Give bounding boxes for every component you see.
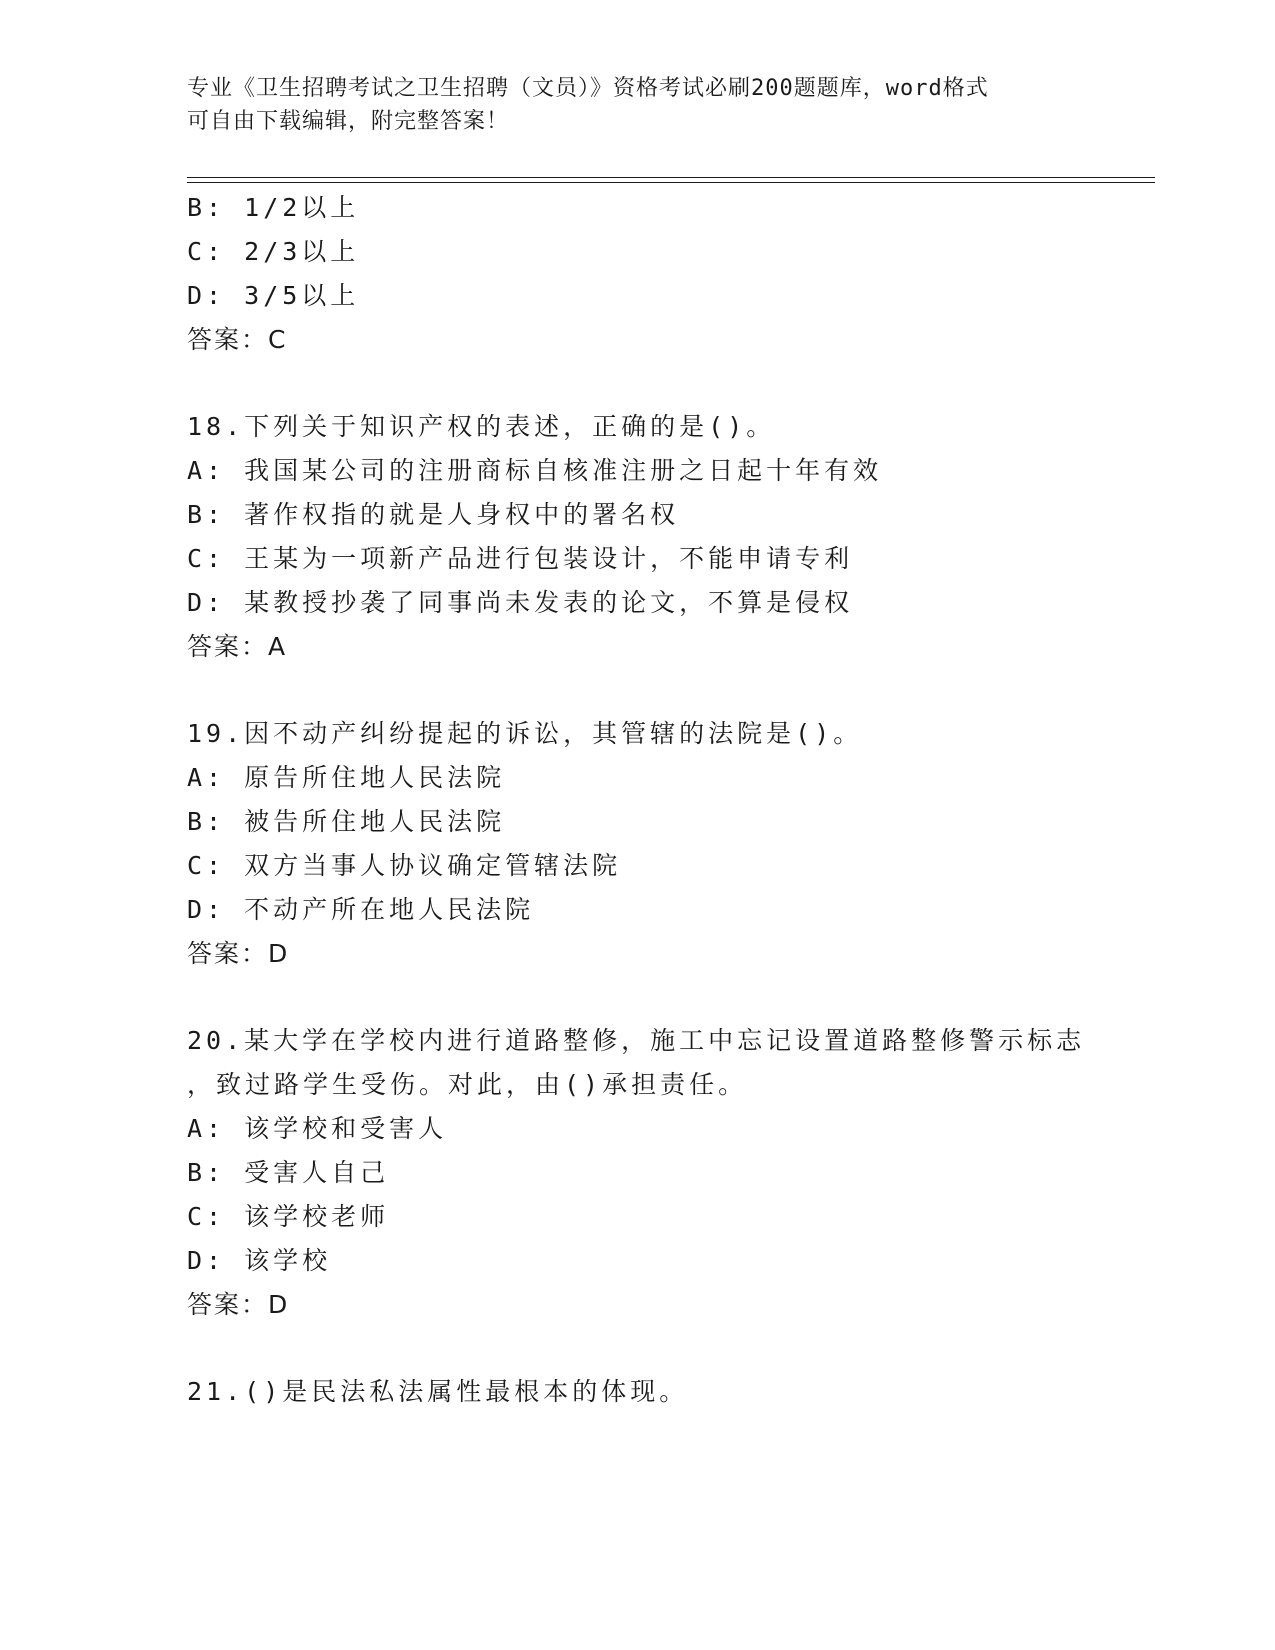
- q21-stem: 21.()是民法私法属性最根本的体现。: [187, 1377, 689, 1406]
- q20-option-d: D: 该学校: [187, 1246, 332, 1275]
- q19-answer: 答案：D: [187, 939, 290, 968]
- q19-option-d: D: 不动产所在地人民法院: [187, 895, 535, 924]
- header-divider-bottom: [187, 182, 1155, 183]
- header-line-1: 专业《卫生招聘考试之卫生招聘（文员）》资格考试必刷200题题库，word格式: [187, 76, 989, 101]
- q20-option-a: A: 该学校和受害人: [187, 1114, 448, 1143]
- q17-option-b: B: 1/2以上: [187, 193, 360, 222]
- document-header: [187, 72, 1087, 138]
- q17-option-d: D: 3/5以上: [187, 281, 360, 310]
- q18-option-d: D: 某教授抄袭了同事尚未发表的论文，不算是侵权: [187, 588, 854, 617]
- q18-option-c: C: 王某为一项新产品进行包装设计，不能申请专利: [187, 544, 854, 573]
- q18-option-b: B: 著作权指的就是人身权中的署名权: [187, 500, 680, 529]
- q20-answer: 答案：D: [187, 1290, 290, 1319]
- q18-option-a: A: 我国某公司的注册商标自核准注册之日起十年有效: [187, 456, 883, 485]
- q19-option-a: A: 原告所住地人民法院: [187, 763, 506, 792]
- q17-answer: 答案：C: [187, 325, 288, 354]
- q18-answer: 答案：A: [187, 632, 288, 661]
- q19-stem: 19.因不动产纠纷提起的诉讼，其管辖的法院是()。: [187, 719, 863, 748]
- q20-stem-line-1: 20.某大学在学校内进行道路整修，施工中忘记设置道路整修警示标志: [187, 1026, 1086, 1055]
- q19-option-b: B: 被告所住地人民法院: [187, 807, 506, 836]
- q20-option-b: B: 受害人自己: [187, 1158, 390, 1187]
- q20-stem-line-2: ，致过路学生受伤。对此，由()承担责任。: [187, 1070, 748, 1099]
- header-line-2: 可自由下载编辑，附完整答案！: [187, 109, 510, 134]
- q17-option-c: C: 2/3以上: [187, 237, 360, 266]
- q18-stem: 18.下列关于知识产权的表述，正确的是()。: [187, 412, 776, 441]
- q19-option-c: C: 双方当事人协议确定管辖法院: [187, 851, 622, 880]
- header-divider-top: [187, 177, 1155, 178]
- q20-option-c: C: 该学校老师: [187, 1202, 390, 1231]
